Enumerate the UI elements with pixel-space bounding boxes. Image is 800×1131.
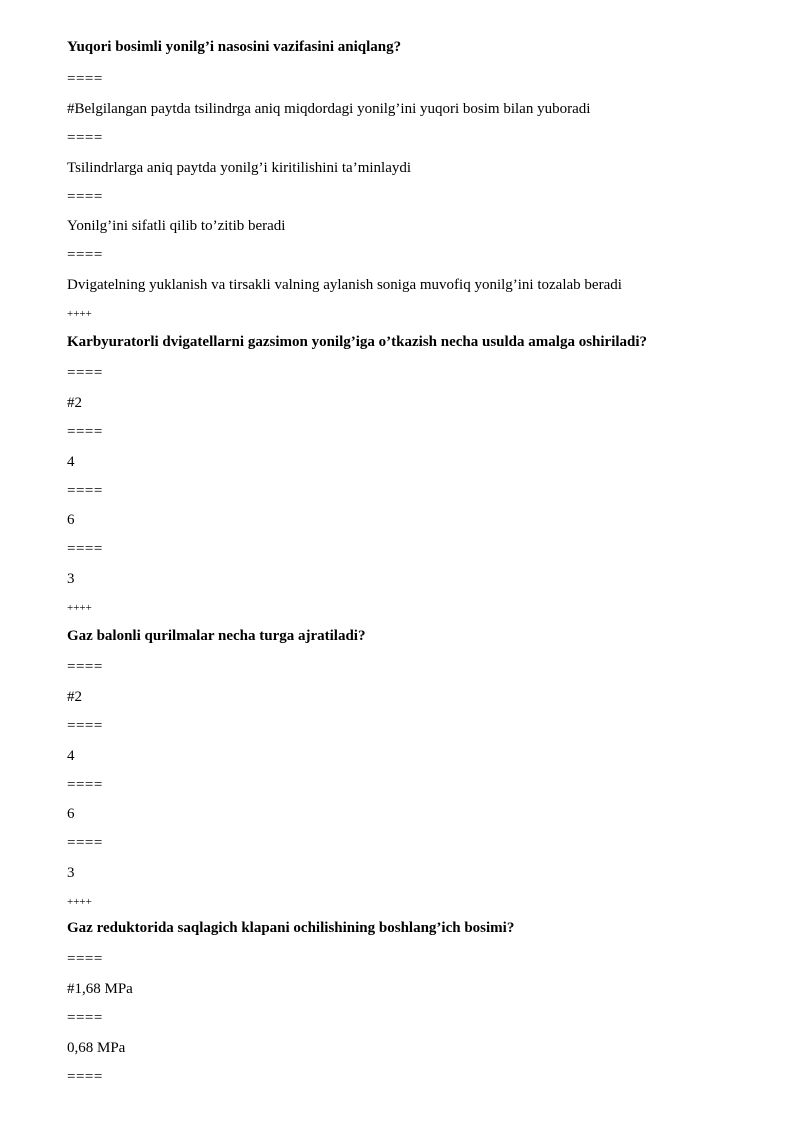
option-1-3: Yonilg’ini sifatli qilib to’zitib beradi	[67, 218, 286, 234]
option-3-2: 4	[67, 748, 75, 764]
option-4-1: #1,68 MPa	[67, 981, 133, 997]
block-end: ++++	[67, 308, 92, 320]
separator: ====	[67, 189, 103, 205]
option-3-1: #2	[67, 689, 82, 705]
separator: ====	[67, 365, 103, 381]
option-2-2: 4	[67, 454, 75, 470]
separator: ====	[67, 424, 103, 440]
option-1-1: #Belgilangan paytda tsilindrga aniq miqdordagi yonilg’ini yuqori bosim bilan yuboradi	[67, 101, 591, 117]
option-4-2: 0,68 MPa	[67, 1040, 126, 1056]
separator: ====	[67, 1069, 103, 1085]
separator: ====	[67, 483, 103, 499]
question-2: Karbyuratorli dvigatellarni gazsimon yonilg’iga o’tkazish necha usulda amalga oshiriladi?	[67, 334, 648, 350]
block-end: ++++	[67, 602, 92, 614]
option-2-1: #2	[67, 395, 82, 411]
separator: ====	[67, 1010, 103, 1026]
block-end: ++++	[67, 896, 92, 908]
option-2-3: 6	[67, 512, 75, 528]
option-1-4: Dvigatelning yuklanish va tirsakli valning aylanish soniga muvofiq yonilg’ini tozalab beradi	[67, 277, 622, 293]
separator: ====	[67, 835, 103, 851]
option-1-2: Tsilindrlarga aniq paytda yonilg’i kiritilishini ta’minlaydi	[67, 160, 412, 176]
separator: ====	[67, 541, 103, 557]
separator: ====	[67, 718, 103, 734]
separator: ====	[67, 951, 103, 967]
separator: ====	[67, 777, 103, 793]
option-2-4: 3	[67, 571, 75, 587]
question-3: Gaz balonli qurilmalar necha turga ajratiladi?	[67, 628, 366, 644]
separator: ====	[67, 71, 103, 87]
option-3-4: 3	[67, 865, 75, 881]
question-4: Gaz reduktorida saqlagich klapani ochilishining boshlang’ich bosimi?	[67, 920, 515, 936]
separator: ====	[67, 659, 103, 675]
separator: ====	[67, 247, 103, 263]
question-1: Yuqori bosimli yonilg’i nasosini vazifasini aniqlang?	[67, 39, 402, 55]
separator: ====	[67, 130, 103, 146]
option-3-3: 6	[67, 806, 75, 822]
